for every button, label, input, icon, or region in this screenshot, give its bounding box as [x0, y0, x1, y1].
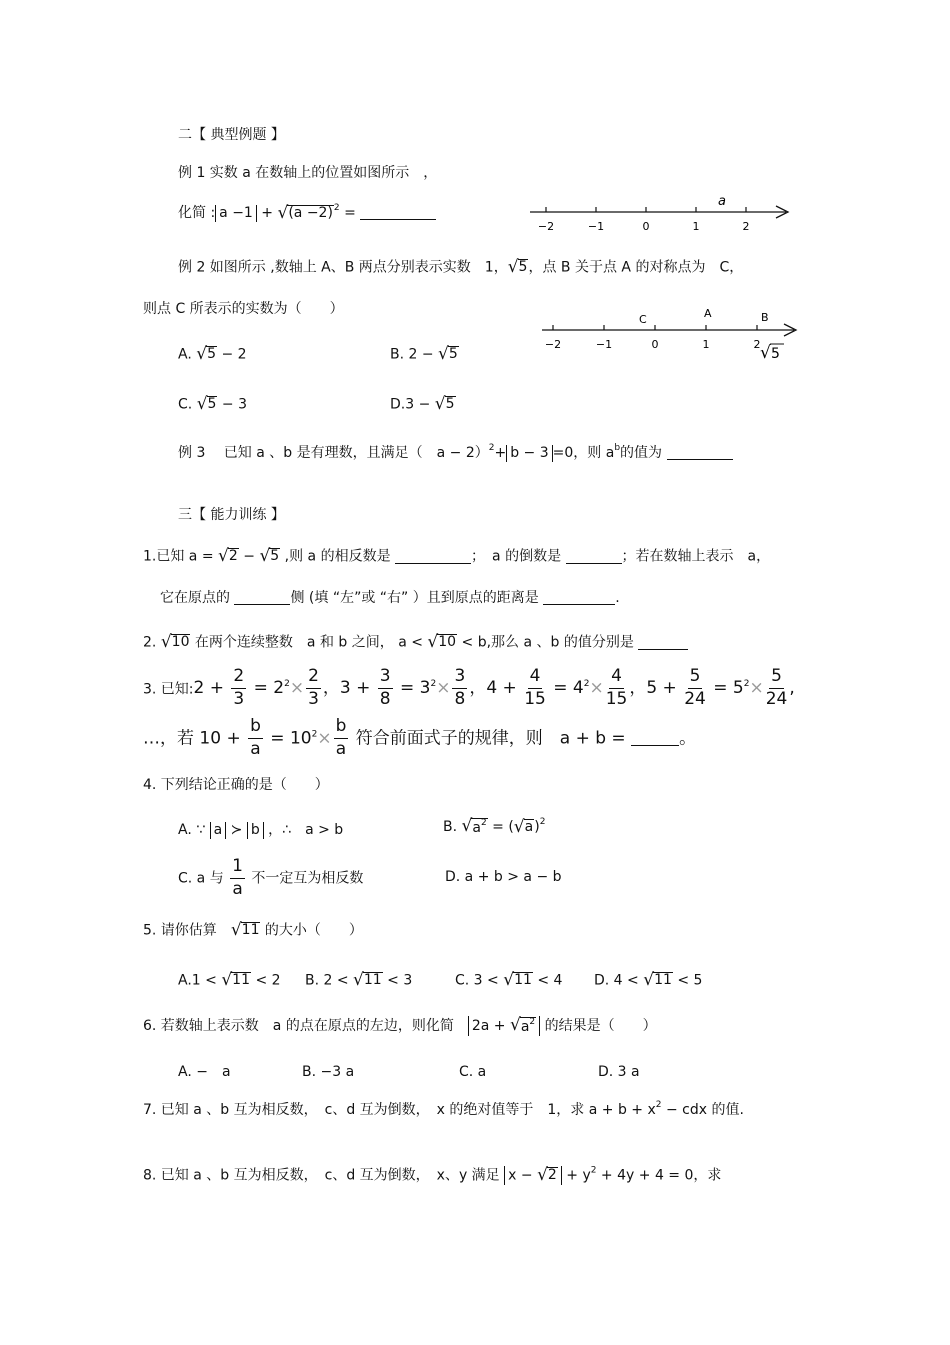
- q2-number: 2.: [143, 634, 161, 651]
- q1-text-b: ,则 a 的相反数是: [280, 548, 396, 565]
- example-3-text-c: 的值为: [620, 445, 667, 461]
- sqrt-5: √ 5: [438, 344, 458, 364]
- abs-b: b: [247, 822, 264, 839]
- q7-text-b: − cdx 的值.: [661, 1102, 744, 1118]
- sqrt-11: √ 11: [230, 920, 260, 940]
- sqrt-5: √ 5: [196, 394, 217, 414]
- example-2-option-d[interactable]: [390, 396, 456, 413]
- number-line-1-point-a: a: [718, 194, 726, 209]
- q1-text-g: .: [615, 590, 620, 606]
- question-7: [143, 1101, 744, 1117]
- sqrt-2: √ 2: [218, 546, 238, 566]
- answer-blank[interactable]: [631, 731, 679, 746]
- plus-sign: +: [256, 205, 278, 221]
- exponent: 2: [655, 1100, 662, 1110]
- question-6-stem: [143, 1016, 657, 1036]
- question-5-stem: [143, 922, 363, 939]
- example-3-text-a: 例 3 已知 a 、b 是有理数，且满足（ a − 2）: [178, 445, 489, 461]
- sqrt5-radicand: 5: [771, 346, 780, 362]
- section-3-title: 三【 能力训练 】: [178, 507, 285, 523]
- option-a-tail: ，∴ a > b: [263, 822, 344, 838]
- option-b-close: ): [534, 819, 540, 836]
- q2-text-b: < b,那么 a 、b 的值分别是: [457, 634, 639, 651]
- q3-term: 5 + $\frac{5}{24}$ = $5^2\times$ $\frac{5}{24}$ ,: [646, 666, 795, 709]
- question-5-option-c[interactable]: C. 3 < √ 11 < 4: [455, 970, 563, 990]
- example-2-text-b: ，点 B 关于点 A 的对称点为 C，: [528, 259, 744, 276]
- q5-text-b: 的大小（ ）: [260, 922, 363, 939]
- example-3-text-b: =0，则 a: [552, 445, 615, 461]
- q3-term: 4 + $\frac{4}{15}$ = $4^2\times$ $\frac{4}{15}$ ，: [486, 666, 647, 709]
- number-line-2: [540, 308, 802, 364]
- q3-text-d: 。: [679, 728, 697, 749]
- distance-blank[interactable]: [543, 590, 615, 605]
- fraction-1-over-a: $\frac{1}{a}$: [232, 856, 243, 899]
- abs-x-minus-sqrt-2: x − √ 2: [504, 1166, 562, 1185]
- example-2-line-2: 则点 C 所表示的实数为（ ）: [143, 301, 344, 317]
- sqrt-5: √ 5: [259, 546, 280, 566]
- tick-label: −2: [544, 338, 562, 351]
- question-4-option-d[interactable]: D. a + b > a − b: [445, 869, 562, 885]
- exponent-b: b: [614, 443, 621, 453]
- question-4-option-c[interactable]: [178, 858, 363, 899]
- q1-text-a: 1.已知 a =: [143, 548, 219, 565]
- option-a-tail: − 2: [217, 346, 247, 363]
- point-b-label: B: [761, 311, 769, 324]
- tick-label: 1: [702, 338, 710, 351]
- question-8: [143, 1166, 721, 1185]
- question-6-option-a[interactable]: A. − a: [178, 1064, 231, 1080]
- tick-label: −2: [537, 220, 555, 233]
- exponent: 2: [488, 443, 495, 453]
- q3-prefix: 3. 已知:: [143, 681, 194, 698]
- question-6-option-b[interactable]: B. −3 a: [302, 1064, 355, 1080]
- question-3-line-1: [143, 668, 795, 709]
- example-2-option-a[interactable]: [178, 346, 247, 363]
- sqrt-5: √ 5: [196, 344, 216, 364]
- question-6-option-d[interactable]: D. 3 a: [598, 1064, 640, 1080]
- tick-label: 1: [692, 220, 700, 233]
- tick-label: 2: [753, 338, 761, 351]
- question-6-option-c[interactable]: C. a: [459, 1064, 487, 1080]
- exponent: 2: [311, 729, 318, 740]
- option-a-label: A.: [178, 346, 192, 363]
- example-2-text-a: 例 2 如图所示 ,数轴上 A、B 两点分别表示实数 1，: [178, 259, 508, 276]
- option-c-tail: − 3: [217, 396, 247, 413]
- q7-text-a: 7. 已知 a 、b 互为相反数， c、d 互为倒数， x 的绝对值等于 1，求 a + b + x: [143, 1102, 656, 1118]
- option-c-label: C.: [178, 396, 193, 413]
- plus-sign: +: [494, 445, 507, 461]
- exponent: 2: [590, 1165, 597, 1176]
- q3-text-b: = 10: [264, 728, 312, 749]
- q3-text-a: …，若 10 +: [143, 728, 247, 749]
- q1-text-f: 侧 (填 “左”或 “右” ）且到原点的距离是: [290, 590, 544, 606]
- exponent: 2: [539, 817, 546, 828]
- option-b-label: B. 2 −: [390, 346, 434, 363]
- q8-text-c: + 4y + 4 = 0，求: [596, 1167, 722, 1184]
- minus-sign: −: [238, 548, 260, 565]
- sqrt5-radical: √: [760, 343, 771, 363]
- opposite-blank[interactable]: [395, 549, 471, 564]
- q3-term: 2 + $\frac{2}{3}$ = $2^2\times$ $\frac{2}{3}$ ，: [193, 666, 340, 709]
- times-sign: ×: [317, 728, 332, 749]
- q3-text-c: 符合前面式子的规律，则 a + b =: [350, 728, 632, 749]
- q6-text-a: 6. 若数轴上表示数 a 的点在原点的左边，则化简: [143, 1018, 468, 1035]
- reciprocal-blank[interactable]: [566, 549, 622, 564]
- question-1-line-1: [143, 548, 770, 565]
- abs-a: a: [210, 822, 227, 839]
- succeeds-sign: ≻: [226, 822, 247, 838]
- q2-text-a: 在两个连续整数 a 和 b 之间， a <: [190, 634, 428, 651]
- example-1-stem: 例 1 实数 a 在数轴上的位置如图所示 ，: [178, 165, 438, 181]
- sqrt-a-minus-2-squared: √ (a −2): [277, 202, 333, 223]
- tick-label: 0: [642, 220, 650, 233]
- abs-b-minus-3: b − 3: [506, 445, 552, 462]
- fraction-b-over-a: $\frac{b}{a}$: [250, 716, 261, 759]
- side-blank[interactable]: [234, 590, 290, 605]
- answer-blank[interactable]: [638, 635, 688, 650]
- point-c-label: C: [639, 313, 647, 326]
- answer-blank[interactable]: [667, 445, 733, 460]
- q5-text-a: 5. 请你估算: [143, 922, 231, 939]
- q3-equations: [193, 666, 795, 709]
- tick-label: −1: [595, 338, 613, 351]
- option-b-mid: = (: [487, 819, 514, 836]
- sqrt-10: √ 10: [427, 632, 457, 652]
- example-2-option-b[interactable]: [390, 346, 459, 363]
- option-d-label: D.3 −: [390, 396, 431, 413]
- question-4-stem: 4. 下列结论正确的是（ ）: [143, 777, 329, 793]
- q1-text-d: ；若在数轴上表示 a，: [621, 548, 771, 565]
- example-1-expression: [178, 204, 436, 222]
- section-2-title: 二【 典型例题 】: [178, 127, 285, 143]
- q1-text-e: 它在原点的: [160, 590, 235, 606]
- sqrt-10: √ 10: [160, 632, 190, 652]
- q8-text-b: + y: [561, 1167, 591, 1184]
- example-3: [178, 444, 733, 462]
- question-5-option-d[interactable]: D. 4 < √ 11 < 5: [594, 970, 703, 990]
- question-1-line-2: [160, 590, 620, 605]
- abs-2a-plus-sqrt-a-squared: 2a + √ $a^2$: [468, 1016, 540, 1036]
- answer-blank[interactable]: [360, 205, 436, 220]
- question-2: [143, 634, 688, 651]
- option-c-label: C. a 与: [178, 870, 229, 887]
- question-4-option-a[interactable]: [178, 822, 343, 839]
- question-4-option-b[interactable]: [443, 818, 545, 836]
- question-5-option-a[interactable]: A.1 < √ 11 < 2: [178, 970, 281, 990]
- q8-text-a: 8. 已知 a 、b 互为相反数， c、d 互为倒数， x、y 满足: [143, 1167, 505, 1184]
- tick-label: 2: [742, 220, 750, 233]
- q6-text-b: 的结果是（ ）: [540, 1018, 657, 1035]
- tick-label: 0: [651, 338, 659, 351]
- tick-label: −1: [587, 220, 605, 233]
- number-line-1: [528, 190, 793, 234]
- sqrt-5: √ 5: [434, 394, 455, 414]
- sqrt-a-squared: √ $a^2$: [461, 816, 487, 836]
- simplify-label: 化简 :: [178, 205, 216, 221]
- question-5-option-b[interactable]: B. 2 < √ 11 < 3: [305, 970, 413, 990]
- q3-term: 3 + $\frac{3}{8}$ = $3^2\times$ $\frac{3}{8}$ ，: [339, 666, 487, 709]
- option-b-label: B.: [443, 819, 462, 836]
- fraction-b-over-a: $\frac{b}{a}$: [335, 716, 347, 759]
- q1-text-c: ； a 的倒数是: [471, 548, 566, 565]
- question-3-line-2: [143, 718, 696, 759]
- abs-a-minus-1: a −1: [215, 205, 257, 222]
- option-c-tail: 不一定互为相反数: [246, 870, 364, 887]
- sqrt-a: √ a: [513, 816, 534, 837]
- option-a-label: A. ∵: [178, 822, 210, 838]
- sqrt-5: √ 5: [507, 257, 528, 277]
- exponent: 2: [333, 203, 340, 213]
- example-2-line-1: [178, 259, 743, 276]
- point-a-label: A: [704, 308, 712, 320]
- equals-sign: =: [339, 205, 361, 221]
- example-2-option-c[interactable]: [178, 396, 247, 413]
